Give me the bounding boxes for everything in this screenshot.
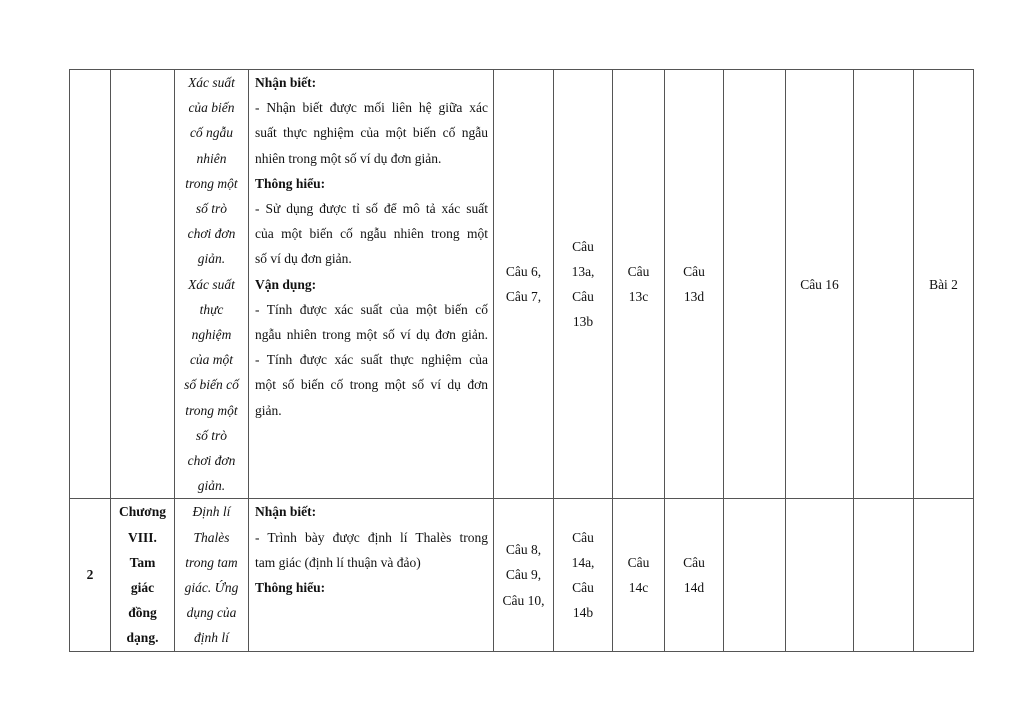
topic-cell xyxy=(175,70,249,499)
question-label: Câu xyxy=(683,264,705,280)
question-label: Câu 6, xyxy=(505,264,542,280)
requirements-cell xyxy=(249,70,494,499)
question-cell-f xyxy=(786,499,854,651)
topic-line: Xác suất xyxy=(188,75,235,90)
question-cell-d xyxy=(665,70,724,499)
topic-line: dụng của xyxy=(186,605,237,621)
topic-line: giản. xyxy=(197,251,226,267)
topic-line: giản. xyxy=(197,478,226,494)
row-number-cell: 2 xyxy=(70,499,111,651)
table-row xyxy=(70,499,974,651)
topic-cell xyxy=(175,499,249,651)
question-cell-g xyxy=(854,70,914,499)
question-cell-h xyxy=(914,499,974,651)
topic-line: số biến cố xyxy=(184,377,239,393)
question-cell-e xyxy=(724,70,786,499)
question-cell-c xyxy=(613,499,665,651)
question-cell-f xyxy=(786,70,854,499)
requirement-line: của một biến cố ngẫu nhiên trong một xyxy=(255,226,488,242)
question-label: Câu xyxy=(572,238,594,254)
question-label: 14b xyxy=(572,605,594,621)
topic-line: trong tam xyxy=(185,554,238,570)
topic-line: của biến xyxy=(188,100,235,116)
chapter-cell xyxy=(111,499,175,651)
requirement-line: suất thực nghiệm của một biến cố ngẫu xyxy=(255,125,488,141)
question-cell-a xyxy=(494,70,554,499)
chapter-line: VIII. xyxy=(128,529,157,545)
topic-line: Định lí xyxy=(192,504,231,520)
topic-line: Xác suất xyxy=(188,276,235,292)
question-cell-c xyxy=(613,70,665,499)
question-cell-b xyxy=(554,70,613,499)
topic-line: số trò xyxy=(195,427,228,443)
requirement-line: - Tính được xác suất của một biến cố xyxy=(255,301,488,317)
question-label: 14d xyxy=(683,580,705,596)
question-cell-e xyxy=(724,499,786,651)
level-heading-understanding: Thông hiểu: xyxy=(255,175,326,191)
topic-line: chơi đơn xyxy=(187,453,236,469)
requirement-line: nhiên trong một số ví dụ đơn giản. xyxy=(255,150,442,166)
chapter-cell xyxy=(111,70,175,499)
level-heading-application: Vận dụng: xyxy=(255,276,317,292)
question-cell-a xyxy=(494,499,554,651)
topic-line: giác. Ứng xyxy=(184,580,239,596)
topic-line: định lí xyxy=(194,630,229,646)
question-label: 13b xyxy=(572,314,594,330)
question-label: Câu 16 xyxy=(800,276,839,292)
topic-line: trong một xyxy=(185,175,238,191)
requirement-line: tam giác (định lí thuận và đảo) xyxy=(255,554,421,570)
row-number-cell xyxy=(70,70,111,499)
assessment-matrix-table xyxy=(69,69,974,652)
chapter-line: Tam xyxy=(129,554,156,570)
requirement-line: - Tính được xác suất thực nghiệm của xyxy=(255,352,488,368)
question-label: 13d xyxy=(683,289,705,305)
question-label: 14c xyxy=(628,580,649,596)
question-label: Câu xyxy=(572,580,594,596)
topic-line: thực xyxy=(199,301,224,317)
requirement-line: một số biến cố trong một số ví dụ đơn xyxy=(255,377,488,393)
question-label: 14a, xyxy=(571,554,595,570)
question-label: Câu xyxy=(627,554,650,570)
question-label: Câu xyxy=(572,529,594,545)
chapter-line: dạng. xyxy=(126,630,159,646)
chapter-line: Chương xyxy=(118,504,167,520)
question-label: 13a, xyxy=(571,264,595,280)
chapter-line: đồng xyxy=(128,605,157,621)
topic-line: nhiên xyxy=(196,150,227,166)
question-label: Câu 7, xyxy=(505,289,542,305)
topic-line: số trò xyxy=(195,201,228,217)
topic-line: trong một xyxy=(185,402,238,418)
question-label: Câu xyxy=(627,264,650,280)
question-label: Bài 2 xyxy=(929,276,958,292)
requirements-cell xyxy=(249,499,494,651)
requirement-line: - Trình bày được định lí Thalès trong xyxy=(255,529,488,545)
chapter-line: giác xyxy=(130,580,155,596)
question-cell-h xyxy=(914,70,974,499)
table-row xyxy=(70,70,974,499)
requirement-line: - Nhận biết được mối liên hệ giữa xác xyxy=(255,100,488,116)
requirement-line: số ví dụ đơn giản. xyxy=(255,251,352,267)
level-heading-recognition: Nhận biết: xyxy=(255,504,317,520)
topic-line: cố ngẫu xyxy=(189,125,234,141)
question-label: Câu xyxy=(572,289,594,305)
question-cell-b xyxy=(554,499,613,651)
requirement-line: giản. xyxy=(255,402,282,418)
question-cell-d xyxy=(665,499,724,651)
question-cell-g xyxy=(854,499,914,651)
question-label: Câu 10, xyxy=(502,592,545,608)
question-label: 13c xyxy=(628,289,649,305)
topic-line: của một xyxy=(189,352,234,368)
topic-line: chơi đơn xyxy=(187,226,236,242)
topic-line: nghiệm xyxy=(191,327,232,343)
question-label: Câu 9, xyxy=(505,567,542,583)
level-heading-understanding: Thông hiểu: xyxy=(255,580,326,596)
question-label: Câu xyxy=(683,554,705,570)
requirement-line: ngẫu nhiên trong một số ví dụ đơn giản. xyxy=(255,327,488,343)
level-heading-recognition: Nhận biết: xyxy=(255,75,317,90)
question-label: Câu 8, xyxy=(505,542,542,558)
topic-line: Thalès xyxy=(193,529,230,545)
requirement-line: - Sử dụng được tỉ số để mô tả xác suất xyxy=(255,201,488,217)
